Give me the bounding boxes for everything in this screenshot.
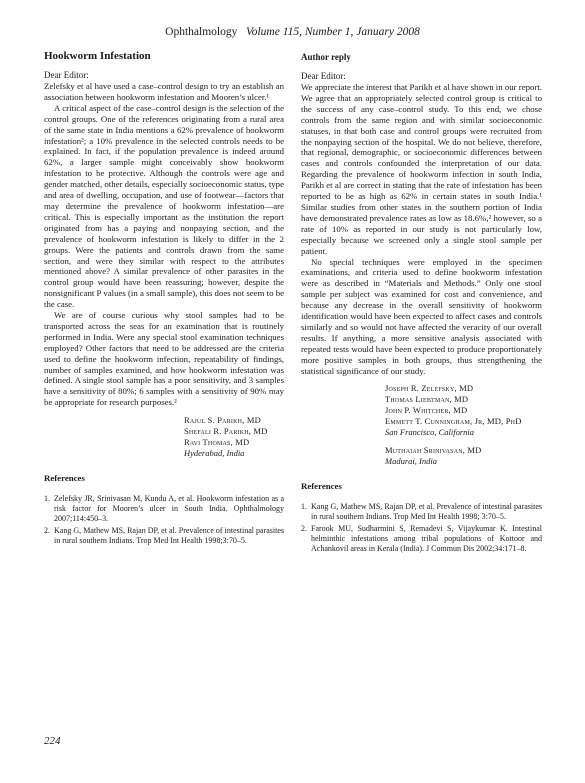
reference-item (44, 494, 284, 524)
letter-salutation: Dear Editor: (44, 70, 89, 80)
reply-column (301, 46, 542, 556)
reply-title: Author reply (301, 52, 351, 62)
author-name: Emmett T. Cunningham, Jr, MD, PhD (385, 416, 522, 427)
reference-text: Kang G, Mathew MS, Rajan DP, et al. Prevalence of intestinal parasites in rural southern Indians. Trop Med Int Health 1998; 3:70–5. (311, 502, 542, 522)
reference-item (301, 502, 542, 522)
volume-info: Volume 115, Number 1, January 2008 (245, 26, 420, 38)
author-location: Madurai, India (385, 456, 437, 467)
author-name: Thomas Liebtman, MD (385, 394, 469, 405)
journal-name: Ophthalmology (165, 26, 238, 38)
letter-signature (184, 415, 284, 459)
author-name: Shefali R. Parikh, MD (184, 426, 268, 437)
reference-number: 1. (301, 502, 307, 512)
author-name: Joseph R. Zelefsky, MD (385, 383, 474, 394)
reference-item (44, 526, 284, 546)
reference-text: Zelefsky JR, Srinivasan M, Kundu A, et al. Hookworm infestation as a risk factor for Mooren’s ulcer in South India. Ophthalmology 2007;114:450–3. (54, 494, 284, 524)
reply-signature (385, 383, 542, 467)
reference-text: Kang G, Mathew MS, Rajan DP, et al. Prevalence of intestinal parasites in rural southern Indians. Trop Med Int Health 1998;3:70–5. (54, 526, 284, 546)
author-location: Hyderabad, India (184, 448, 245, 459)
author-location: San Francisco, California (385, 427, 475, 438)
reference-number: 2. (44, 526, 50, 536)
letter-paragraph-2: A critical aspect of the case–control design is the selection of the control groups. One of the references originating from a rural area of the same state in India mentions a 62% prevalence of hookworm infestation²; a 10% prevalence in the selected controls needs to be explained. In fact, if the population prevalence is indeed around 62%, a larger sample might conceivably show hookworm infestation to be protective. Although the controls were age and gender matched, other details, especially socioeconomic status, type and area of dwelling, occupation, and use of footwear—factors that may determine the prevalence of hookworm infestation—are critical. This is especially important as the institution the report originated from has a paying and nonpaying section, and the prevalence of hookworm infestation is likely to differ in the 2 groups. Were the patients and controls drawn from the same section, and were they similar with respect to the attributes mentioned above? A similar prevalence of other parasites in the control group would have been reassuring; however, despite the nonsignificant P values (in a small sample), this does not seem to be the case. (44, 102, 284, 310)
reference-list (44, 494, 284, 546)
letter-title: Hookworm Infestation (44, 50, 151, 62)
author-name: Ravi Thomas, MD (184, 437, 250, 448)
reference-number: 1. (44, 494, 50, 504)
author-name: John P. Whitcher, MD (385, 405, 468, 416)
letter-paragraph-3: We are of course curious why stool samples had to be transported across the seas for an examination that is routinely performed in India. Were any special stool examination techniques employed? Other factors that need to be addressed are the criteria used to define the hookworm infection, repeatability of findings, number of samples examined, and how hookworm infestation was defined. A single stool sample has a poor sensitivity, and 3 samples have a sensitivity of 80%; 6 samples with a sensitivity of 90% may be appropriate for research purposes.² (44, 310, 284, 408)
reference-number: 2. (301, 524, 307, 534)
author-name: Rajul S. Parikh, MD (184, 415, 261, 426)
author-name: Muthaiah Srinivasan, MD (385, 445, 482, 456)
reply-salutation: Dear Editor: (301, 71, 346, 81)
references-heading: References (301, 481, 342, 492)
letter-column (44, 46, 284, 548)
reply-paragraph-1: We appreciate the interest that Parikh et al have shown in our report. We agree that an appropriately selected control group is critical to the success of any case–control study. To this end, we chose controls from the same region and with similar socioeconomic statuses, in that both case and control groups were recruited from the nonpaying section of the hospital. We do not believe, therefore, that regional, demographic, or socioeconomic differences between cases and controls confounded the interpretation of our data. Regarding the prevalence of hookworm infection in south India, Parikh et al are correct in stating that the rate of infestation has been reported to be as high as 62% in certain states in south India.¹ Similar studies from other states in the southern portion of India have demonstrated prevalence rates as low as 18.6%,² however, so a rate of 10% as reported in our study is not particularly low, especially because we screened only a single stool sample per patient. (301, 82, 542, 256)
letter-paragraph-1: Zelefsky et al have used a case–control design to try an establish an association between hookworm infestation and Mooren’s ulcer.¹ (44, 81, 284, 102)
running-head (0, 25, 585, 39)
reference-item (301, 524, 542, 554)
reference-text: Farook MU, Sudharmini S, Remadevi S, Vijaykumar K. Intestinal helminthic infestations among tribal populations of Kottoor and Achankovil areas in Kerala (India). J Commun Dis 2002;34:171–8. (311, 524, 542, 554)
reference-list (301, 502, 542, 554)
page-number: 224 (44, 735, 61, 747)
reply-paragraph-2: No special techniques were employed in the specimen examinations, and criteria used to define hookworm infestation were as described in “Materials and Methods.” Only one stool sample per subject was examined for cost and convenience, and because any decrease in the overall sensitivity of hookworm identification would have been expected to affect cases and controls similarly and so would not have affected the veracity of our overall results. If anything, a more sensitive analysis associated with repeated tests would have been expected to produce proportionately more positive samples in both groups, thus strengthening the statistical significance of our study. (301, 256, 542, 376)
references-heading: References (44, 473, 85, 484)
